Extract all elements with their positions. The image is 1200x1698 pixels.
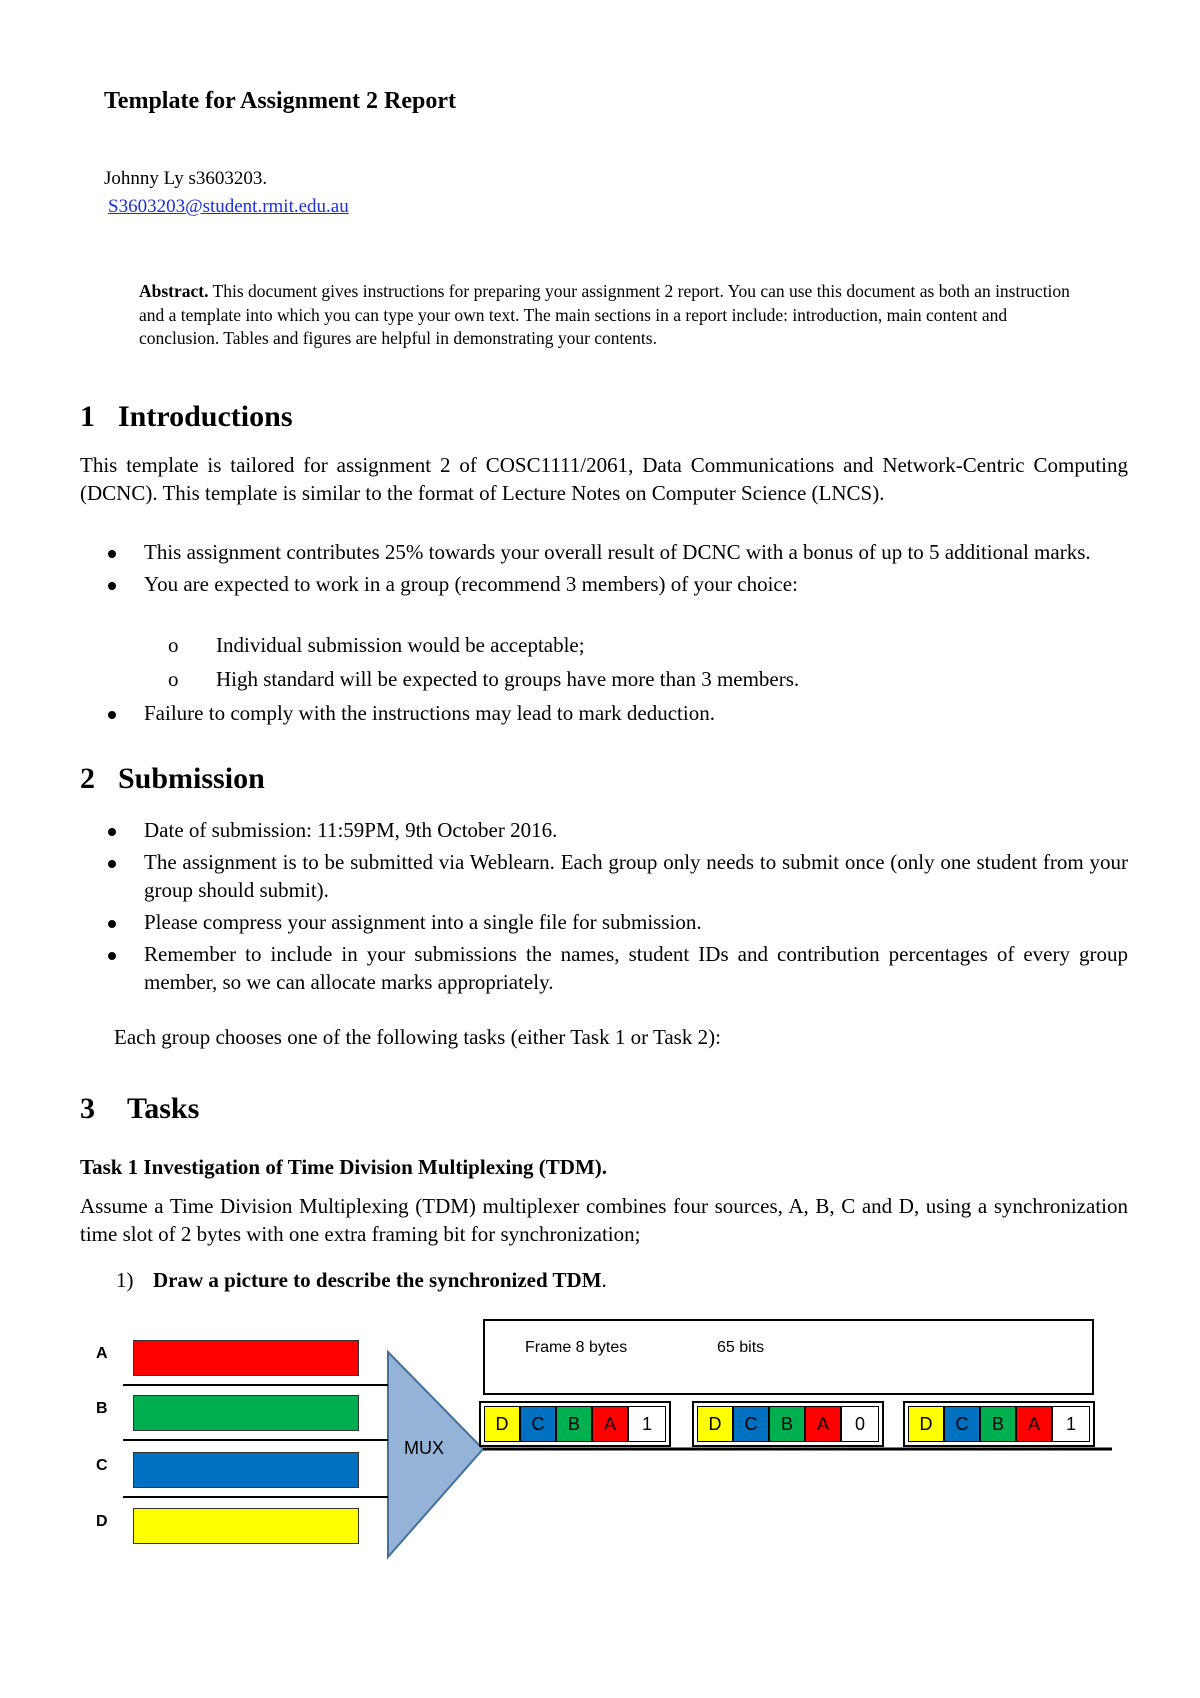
framing-bit: 1 — [628, 1406, 666, 1442]
list-item-text: This assignment contributes 25% towards your overall result of DCNC with a bonus of up to 5 additional marks. — [144, 540, 1091, 564]
source-bar-d — [133, 1508, 359, 1544]
list-item — [80, 848, 1128, 904]
circle-bullet-icon: o — [168, 667, 179, 691]
tdm-frame — [479, 1401, 671, 1447]
list-item — [80, 570, 1128, 598]
section-number: 2 — [80, 762, 95, 795]
section-number: 1 — [80, 400, 95, 433]
author-line: Johnny Ly s3603203. — [104, 168, 268, 189]
list-item — [80, 538, 1128, 566]
abstract-text: This document gives instructions for preparing your assignment 2 report. You can use this document as both an instruction and a template into which you can type your own text. The main sections in a report include: introduction, main content and conclusion. Tables and figures are helpful in demonstrating your contents. — [139, 281, 1070, 348]
frame-slot-b: B — [769, 1406, 805, 1442]
frame-slot-d: D — [908, 1406, 944, 1442]
frame-slot-b: B — [556, 1406, 592, 1442]
step-text: Draw a picture to describe the synchronized TDM — [153, 1268, 602, 1292]
frame-slot-c: C — [733, 1406, 769, 1442]
frame-slot-b: B — [980, 1406, 1016, 1442]
bits-label: 65 bits — [717, 1339, 765, 1356]
list-item-text: You are expected to work in a group (recommend 3 members) of your choice: — [144, 572, 798, 596]
framing-bit: 1 — [1052, 1406, 1090, 1442]
intro-paragraph: This template is tailored for assignment 2 of COSC1111/2061, Data Communications and Network-Centric Computing (DCNC). This template is similar to the format of Lecture Notes on Computer Science (LNCS). — [80, 453, 1128, 505]
bullet-icon — [108, 952, 116, 960]
source-label-b: B — [96, 1400, 108, 1417]
source-label-d: D — [96, 1513, 108, 1530]
task-choice-text: Each group chooses one of the following tasks (either Task 1 or Task 2): — [114, 1025, 721, 1049]
frame-size-label: Frame 8 bytes — [525, 1339, 628, 1356]
mux-label: MUX — [404, 1438, 444, 1458]
source-bar-b — [133, 1395, 359, 1431]
source-divider-line — [123, 1384, 388, 1386]
task1-title: Task 1 Investigation of Time Division Multiplexing (TDM). — [80, 1155, 608, 1179]
list-item-text: Failure to comply with the instructions may lead to mark deduction. — [144, 701, 715, 725]
bullet-icon — [108, 860, 116, 868]
frame-slot-a: A — [805, 1406, 841, 1442]
tdm-frame — [692, 1401, 884, 1447]
framing-bit: 0 — [841, 1406, 879, 1442]
list-item — [80, 816, 1128, 844]
intro-bullet-list-2 — [80, 699, 1128, 727]
section-title: Tasks — [127, 1092, 200, 1125]
frame-slot-d: D — [484, 1406, 520, 1442]
frame-slot-d: D — [697, 1406, 733, 1442]
bullet-icon — [108, 828, 116, 836]
list-item-text: Please compress your assignment into a single file for submission. — [144, 910, 702, 934]
frame-slot-a: A — [592, 1406, 628, 1442]
task1-step-1 — [116, 1268, 607, 1293]
frame-slot-c: C — [944, 1406, 980, 1442]
list-item — [80, 940, 1128, 996]
bullet-icon — [108, 711, 116, 719]
section-heading-submission — [80, 762, 265, 796]
section-heading-tasks — [80, 1092, 199, 1126]
source-bar-c — [133, 1452, 359, 1488]
sub-list-item-text: Individual submission would be acceptable; — [216, 633, 585, 657]
email-link[interactable]: S3603203@student.rmit.edu.au — [108, 196, 349, 217]
abstract — [139, 280, 1079, 351]
task1-paragraph: Assume a Time Division Multiplexing (TDM) multiplexer combines four sources, A, B, C and D, using a synchronization time slot of 2 bytes with one extra framing bit for synchronization; — [80, 1194, 1128, 1246]
bullet-icon — [108, 550, 116, 558]
document-title: Template for Assignment 2 Report — [104, 88, 456, 114]
tdm-diagram — [0, 1300, 1200, 1580]
bullet-icon — [108, 920, 116, 928]
section-heading-introductions — [80, 400, 293, 434]
list-item — [80, 908, 1128, 936]
frame-slot-c: C — [520, 1406, 556, 1442]
sub-list-item-text: High standard will be expected to groups have more than 3 members. — [216, 667, 800, 691]
sub-list-item — [168, 631, 585, 659]
frame-info-box — [483, 1319, 1094, 1395]
step-number: 1) — [116, 1268, 134, 1292]
source-divider-line — [123, 1439, 388, 1441]
list-item-text: Remember to include in your submissions the names, student IDs and contribution percentages of every group member, so we can allocate marks appropriately. — [144, 942, 1128, 994]
submission-bullet-list — [80, 816, 1128, 996]
section-title: Submission — [118, 762, 265, 795]
abstract-label: Abstract. — [139, 281, 209, 301]
tdm-frame — [903, 1401, 1095, 1447]
source-label-c: C — [96, 1457, 108, 1474]
source-label-a: A — [96, 1345, 108, 1362]
frame-slot-a: A — [1016, 1406, 1052, 1442]
source-divider-line — [123, 1496, 388, 1498]
sub-list-item — [168, 665, 799, 693]
circle-bullet-icon: o — [168, 633, 179, 657]
source-bar-a — [133, 1340, 359, 1376]
section-number: 3 — [80, 1092, 95, 1125]
list-item — [80, 699, 1128, 727]
bullet-icon — [108, 582, 116, 590]
intro-bullet-list — [80, 538, 1128, 598]
list-item-text: The assignment is to be submitted via Weblearn. Each group only needs to submit once (only one student from your group should submit). — [144, 850, 1128, 902]
list-item-text: Date of submission: 11:59PM, 9th October 2016. — [144, 818, 558, 842]
step-period: . — [601, 1268, 607, 1292]
section-title: Introductions — [118, 400, 293, 433]
